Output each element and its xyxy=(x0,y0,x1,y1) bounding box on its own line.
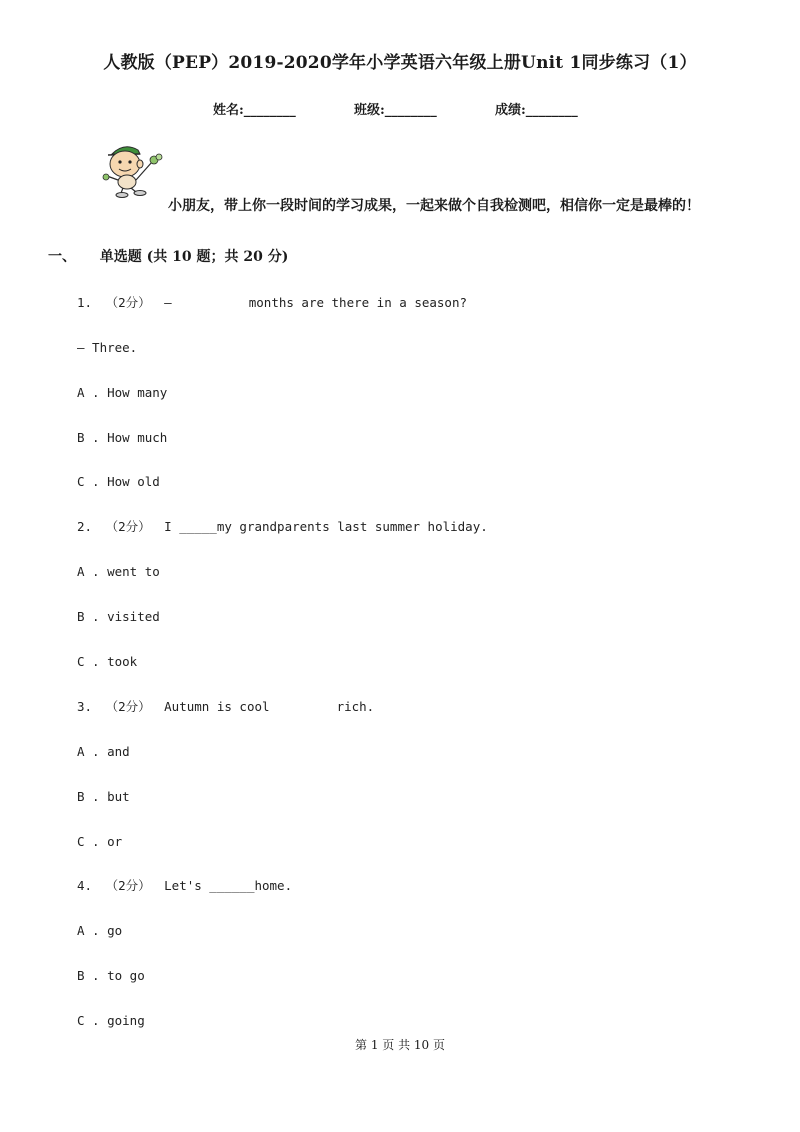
question-number: 4. xyxy=(77,878,93,893)
question-text: Let's ______home. xyxy=(164,878,293,893)
question-text: I _____my grandparents last summer holiday. xyxy=(164,519,488,534)
question-4-stem xyxy=(77,876,292,894)
question-3-option-a[interactable]: A . and xyxy=(77,744,130,759)
question-3-stem xyxy=(77,697,374,715)
question-number: 1. xyxy=(77,295,93,310)
question-4-option-b[interactable]: B . to go xyxy=(77,968,145,983)
question-text-part-2: rich. xyxy=(336,699,375,714)
page-title: 人教版（PEP）2019-2020学年小学英语六年级上册Unit 1同步练习（1） xyxy=(103,53,697,73)
section-heading-number: 一、 xyxy=(48,249,76,265)
question-points: （2分） xyxy=(105,878,151,893)
section-heading xyxy=(48,246,288,266)
question-text-part-1: — xyxy=(164,295,172,310)
question-points: （2分） xyxy=(105,699,151,714)
question-4-option-c[interactable]: C . going xyxy=(77,1013,145,1028)
name-field-label: 姓名:________ xyxy=(213,103,296,118)
question-number: 2. xyxy=(77,519,93,534)
encouragement-text: 小朋友，带上你一段时间的学习成果，一起来做个自我检测吧，相信你一定是最棒的！ xyxy=(168,198,700,214)
question-1-option-b[interactable]: B . How much xyxy=(77,430,168,445)
question-text-part-2: months are there in a season? xyxy=(248,295,467,310)
question-3-option-b[interactable]: B . but xyxy=(77,789,130,804)
question-points: （2分） xyxy=(105,519,151,534)
question-2-option-c[interactable]: C . took xyxy=(77,654,138,669)
question-number: 3. xyxy=(77,699,93,714)
question-points: （2分） xyxy=(105,295,151,310)
class-field-label: 班级:________ xyxy=(354,103,437,118)
question-1-stem xyxy=(77,293,467,311)
section-heading-text: 单选题 (共 10 题；共 20 分) xyxy=(99,249,289,265)
question-1-dialogue-reply: — Three. xyxy=(77,340,138,355)
question-2-option-a[interactable]: A . went to xyxy=(77,564,160,579)
cartoon-boy-mascot-icon xyxy=(100,140,166,198)
question-3-option-c[interactable]: C . or xyxy=(77,834,123,849)
score-field-label: 成绩:________ xyxy=(495,103,578,118)
page-number-footer: 第 1 页 共 10 页 xyxy=(355,1038,445,1052)
question-2-stem xyxy=(77,517,488,535)
question-text-part-1: Autumn is cool xyxy=(164,699,270,714)
question-2-option-b[interactable]: B . visited xyxy=(77,609,160,624)
question-1-option-c[interactable]: C . How old xyxy=(77,474,160,489)
question-4-option-a[interactable]: A . go xyxy=(77,923,123,938)
question-1-option-a[interactable]: A . How many xyxy=(77,385,168,400)
